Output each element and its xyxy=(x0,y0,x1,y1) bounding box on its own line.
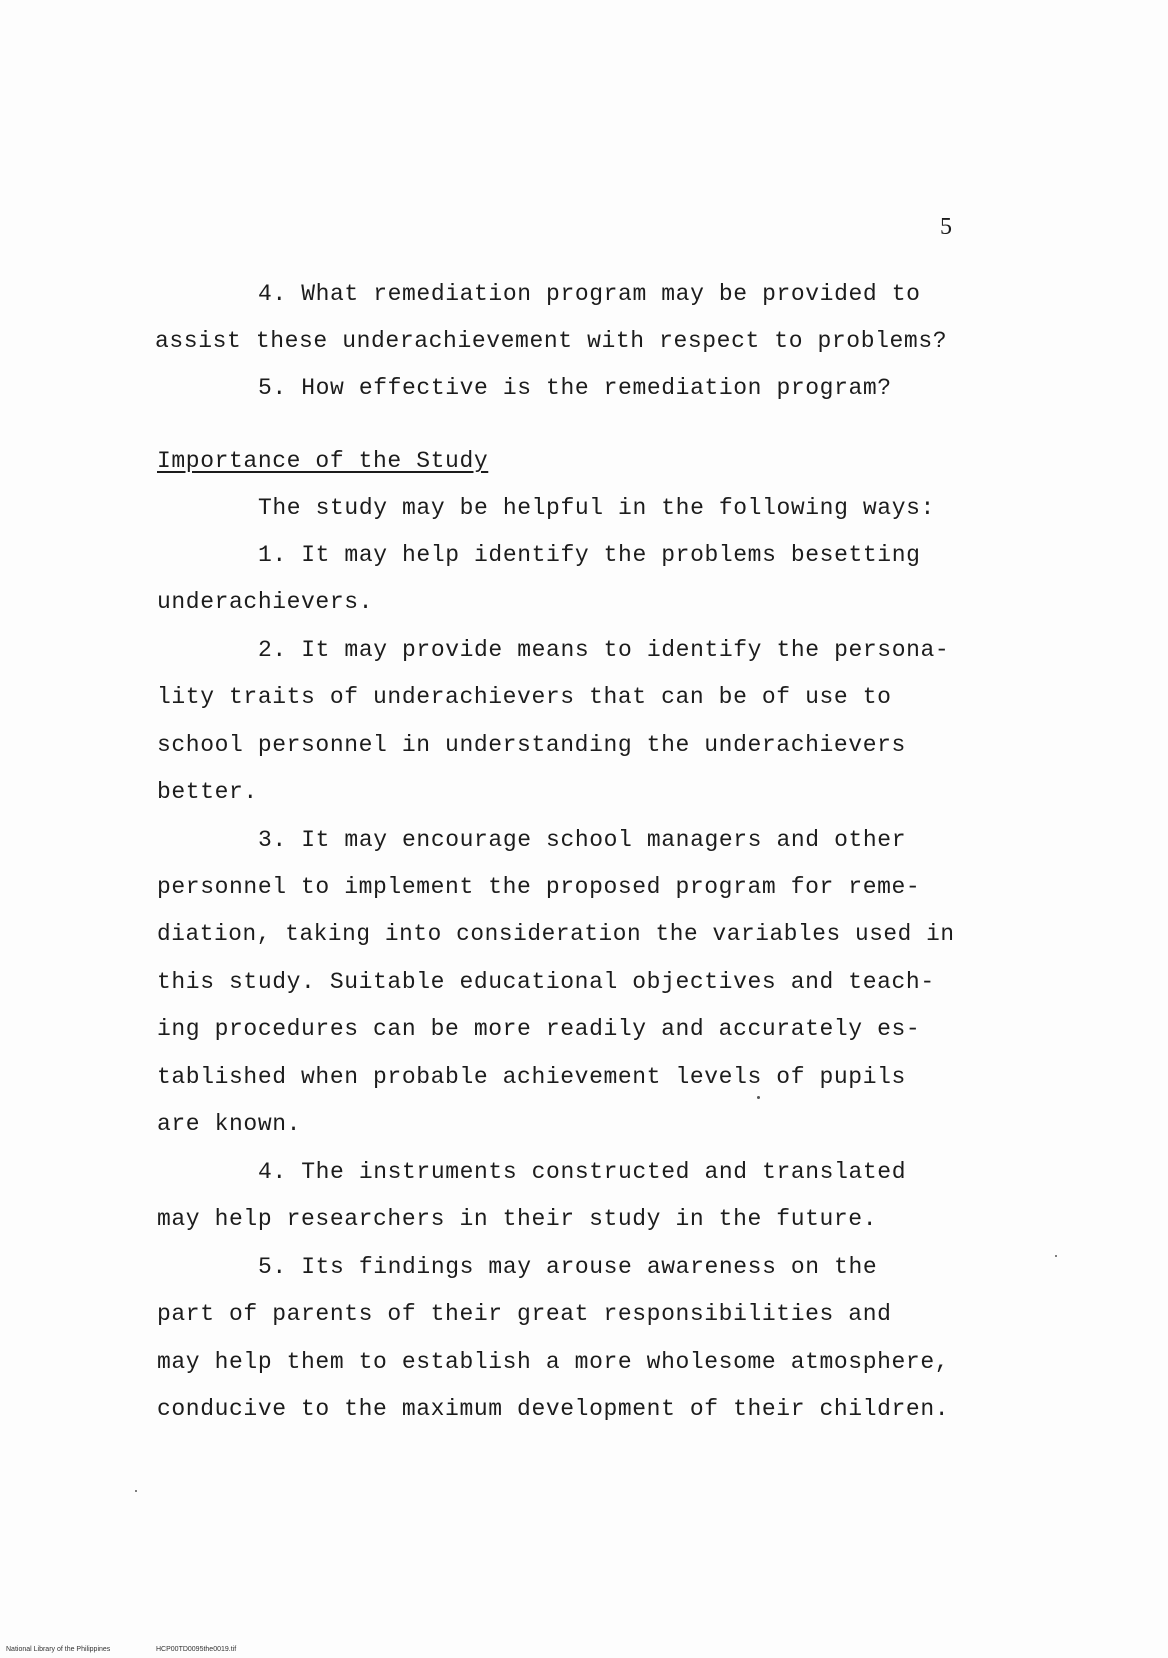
item-2-line-4: better. xyxy=(157,779,258,805)
section-intro: The study may be helpful in the following ways: xyxy=(258,495,935,521)
item-2-line-3: school personnel in understanding the underachievers xyxy=(157,732,906,758)
item-2-line-2: lity traits of underachievers that can be of use to xyxy=(157,684,892,710)
item-1-line-1: 1. It may help identify the problems besetting xyxy=(258,542,921,568)
section-heading: Importance of the Study xyxy=(157,448,489,474)
question-5: 5. How effective is the remediation program? xyxy=(258,375,892,401)
page-number: 5 xyxy=(940,214,952,240)
scan-speck xyxy=(1055,1255,1057,1257)
item-4-line-2: may help researchers in their study in the future. xyxy=(157,1206,878,1232)
item-3-line-5: ing procedures can be more readily and accurately es- xyxy=(157,1016,921,1042)
footer-file: HCP00TD0095the0019.tif xyxy=(156,1646,237,1653)
item-3-line-7: are known. xyxy=(157,1111,302,1137)
scan-speck xyxy=(757,1096,760,1099)
item-3-line-4: this study. Suitable educational objectives and teach- xyxy=(157,969,935,995)
item-3-line-3: diation, taking into consideration the variables used in xyxy=(157,921,955,947)
item-1-line-2: underachievers. xyxy=(157,589,374,615)
item-3-line-6: tablished when probable achievement levels of pupils xyxy=(157,1064,906,1090)
footer-library: National Library of the Philippines xyxy=(6,1646,111,1653)
item-3-line-1: 3. It may encourage school managers and other xyxy=(258,827,907,853)
item-5-line-2: part of parents of their great responsibilities and xyxy=(157,1301,892,1327)
question-4-line-2: assist these underachievement with respect to problems? xyxy=(155,328,948,354)
item-5-line-3: may help them to establish a more wholesome atmosphere, xyxy=(157,1349,950,1375)
item-2-line-1: 2. It may provide means to identify the persona- xyxy=(258,637,950,663)
item-5-line-1: 5. Its findings may arouse awareness on the xyxy=(258,1254,878,1280)
item-5-line-4: conducive to the maximum development of their children. xyxy=(157,1396,950,1422)
scan-speck xyxy=(135,1490,137,1492)
item-4-line-1: 4. The instruments constructed and translated xyxy=(258,1159,907,1185)
item-3-line-2: personnel to implement the proposed program for reme- xyxy=(157,874,921,900)
question-4-line-1: 4. What remediation program may be provided to xyxy=(258,281,921,307)
